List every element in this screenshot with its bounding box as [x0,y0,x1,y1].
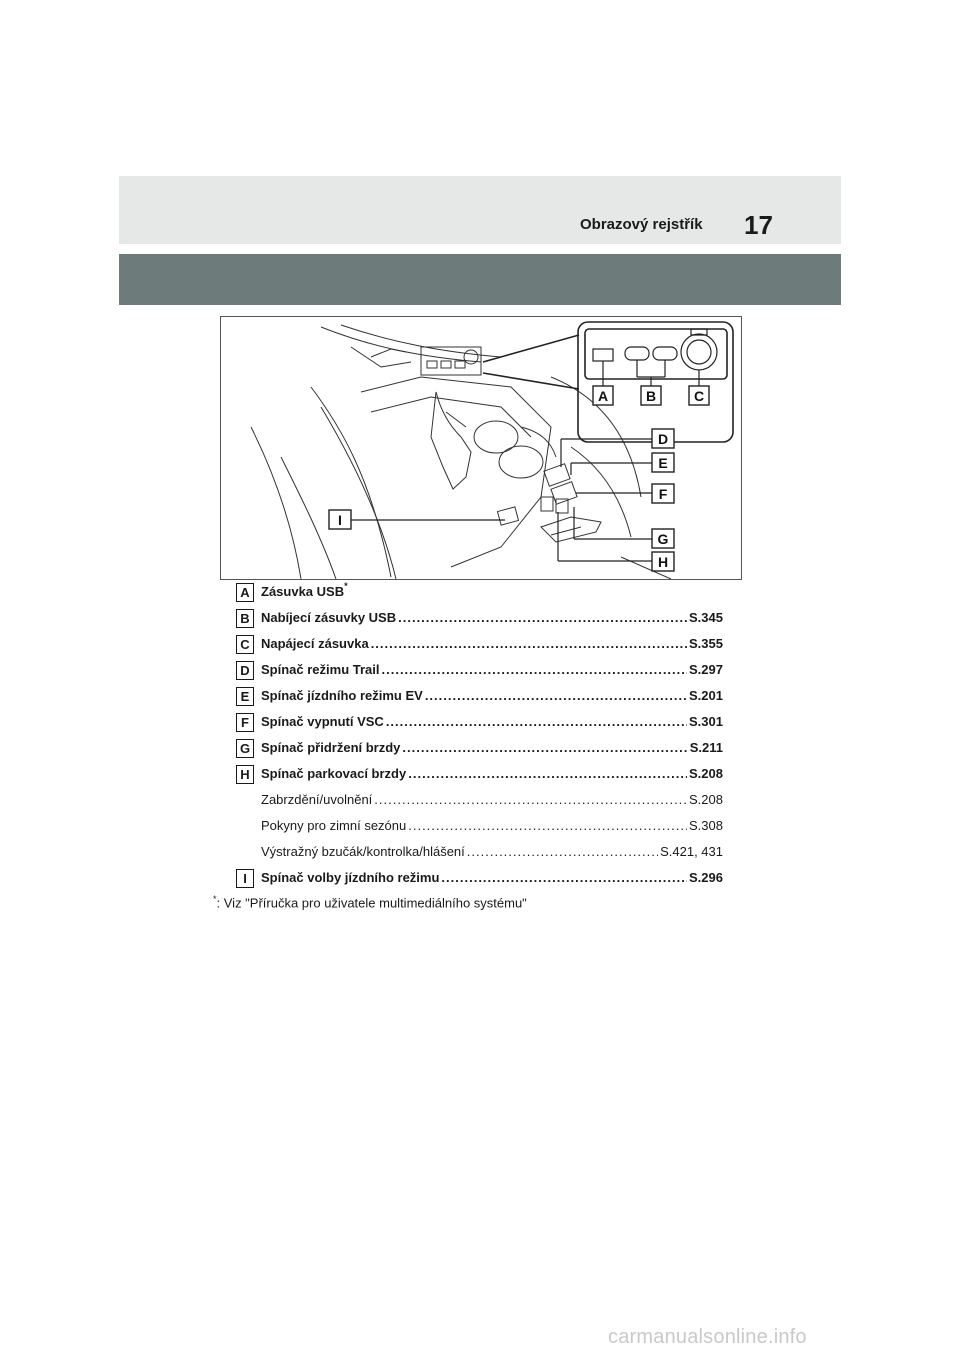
page-number: 17 [744,210,773,240]
item-label: Spínač režimu Trail [261,662,380,677]
list-item [236,635,723,655]
page-reference: S.208 [689,766,723,781]
callout-label-e: E [658,455,668,471]
section-title: Obrazový rejstřík [580,216,703,233]
callout-label-h: H [657,554,669,570]
list-item [236,713,723,733]
item-label: Spínač jízdního režimu EV [261,688,423,703]
callout-label-b: B [645,388,657,404]
callout-label-g: G [657,531,669,547]
item-label: Zásuvka USB* [261,581,348,599]
page-reference: S.211 [689,740,723,755]
item-letter: E [236,687,254,706]
callout-label-a: A [597,388,609,404]
item-label: Spínač volby jízdního režimu [261,870,440,885]
watermark: carmanualsonline.info [608,1326,807,1348]
page-reference: S.345 [689,610,723,625]
list-item [236,687,723,707]
footnote: *: Viz "Příručka pro uživatele multimediálního systému" [213,894,527,911]
list-subitem [236,843,723,863]
item-label: Nabíjecí zásuvky USB [261,610,397,625]
item-letter: A [236,583,254,602]
console-line-drawing [221,317,741,579]
item-label: Spínač přidržení brzdy [261,740,401,755]
list-subitem [236,791,723,811]
subitem-label: Výstražný bzučák/kontrolka/hlášení [261,844,465,859]
callout-label-f: F [658,486,668,502]
list-item [236,609,723,629]
list-item [236,765,723,785]
list-item [236,583,723,603]
callout-label-d: D [657,431,669,447]
page-reference: S.297 [689,662,723,677]
page-reference: S.296 [689,870,723,885]
header-band [119,176,841,244]
item-letter: G [236,739,254,758]
item-letter: D [236,661,254,680]
subitem-label: Zabrzdění/uvolnění [261,792,373,807]
callout-label-c: C [693,388,705,404]
page-reference: S.208 [689,792,723,807]
page-reference: S.301 [689,714,723,729]
center-console-illustration [220,316,742,580]
page-reference: S.201 [689,688,723,703]
page-reference: S.308 [689,818,723,833]
item-letter: C [236,635,254,654]
page-reference: S.355 [689,636,723,651]
item-letter: B [236,609,254,628]
subitem-label: Pokyny pro zimní sezónu [261,818,407,833]
item-letter: F [236,713,254,732]
item-letter: H [236,765,254,784]
callout-label-i: I [338,512,342,528]
list-item [236,739,723,759]
page-reference: S.421, 431 [660,844,723,859]
list-item [236,869,723,889]
section-band [119,254,841,305]
item-label: Spínač vypnutí VSC [261,714,384,729]
item-label: Spínač parkovací brzdy [261,766,407,781]
item-label: Napájecí zásuvka [261,636,369,651]
list-item [236,661,723,681]
item-letter: I [236,869,254,888]
list-subitem [236,817,723,837]
